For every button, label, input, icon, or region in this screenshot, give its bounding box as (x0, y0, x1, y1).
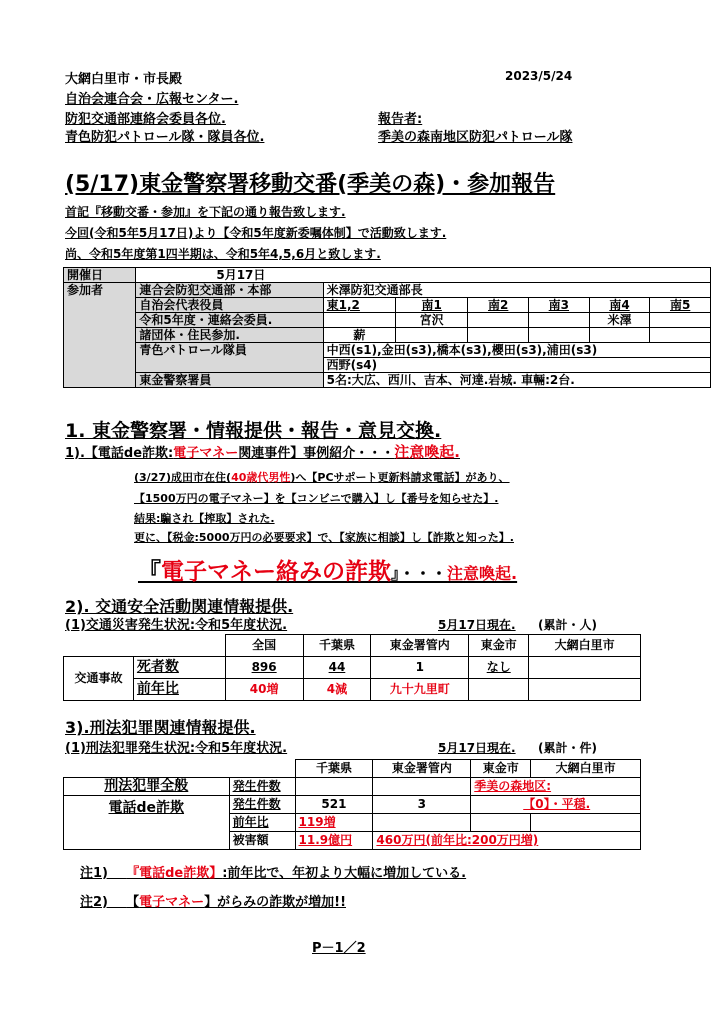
kiminomori-label: 季美の森地区: (471, 778, 641, 796)
banner-close: 』・・・ (391, 564, 448, 583)
area-minami3: 南3 (529, 298, 590, 313)
banner-red: 電子マネー絡みの詐欺 (161, 559, 391, 585)
case-line-3: 結果:騙され【搾取】された. (134, 512, 275, 525)
section3-subheading: (1)刑法犯罪発生状況:令和5年度状況. (65, 741, 288, 756)
area-minami5: 南5 (650, 298, 711, 313)
damage-label: 被害額 (229, 832, 295, 850)
deaths-togane-city: なし (469, 657, 529, 679)
area-higashi: 東1,2 (323, 298, 395, 313)
fraud-label: 電話de詐欺 (64, 796, 230, 850)
note1-text: :前年比で、年初より大幅に増加している. (222, 866, 467, 881)
traffic-category: 交通事故 (64, 657, 134, 701)
fraud-count-chiba: 521 (295, 796, 373, 814)
intro-line-1: 首記『移動交番・参加』を下記の通り報告致します. (65, 205, 346, 219)
date-value: 5月17日 (136, 268, 711, 283)
case-line-2: 【1500万円の電子マネー】を【コンビニで購入】し【番号を知らせた】. (134, 492, 499, 505)
case1-b: )へ【PCサポート更新料請求電話】があり、 (290, 471, 510, 484)
section3-heading: 3).刑法犯罪関連情報提供. (65, 718, 256, 737)
committee-minami4: 米澤 (589, 313, 650, 328)
case1-a: (3/27)成田市在住( (134, 471, 232, 484)
crime-col-togane-city: 東金市 (471, 760, 531, 778)
row-patrol-label: 青色パトロール隊員 (136, 343, 323, 373)
participants-label: 参加者 (64, 283, 136, 388)
damage-station: 460万円(前年比:200万円増) (373, 832, 641, 850)
addressee-patrol: 青色防犯パトロール隊・隊員各位. (65, 130, 265, 145)
event-table (63, 267, 711, 388)
banner-alert: 注意喚起. (447, 564, 518, 583)
fraud-occ-label: 発生件数 (229, 796, 295, 814)
area-minami4: 南4 (589, 298, 650, 313)
addressee-committee: 防犯交通部連絡会委員各位. (65, 112, 226, 127)
col-chiba: 千葉県 (303, 635, 371, 657)
row-hq-label: 連合会防犯交通部・本部 (136, 283, 323, 298)
section1-subheading (65, 441, 460, 462)
crime-col-chiba: 千葉県 (295, 760, 373, 778)
reporter-name: 季美の森南地区防犯パトロール隊 (378, 130, 573, 145)
section2-asof: 5月17日現在. (438, 618, 516, 632)
kiminomori-count: 【0】・平穏. (471, 796, 641, 814)
section2-subheading: (1)交通災害発生状況:令和5年度状況. (65, 618, 288, 633)
yoy-togane-station: 九十九里町 (371, 679, 469, 701)
general-crime-label: 刑法犯罪全般 (64, 778, 230, 796)
case-line-1 (134, 469, 510, 485)
fraud-count-station: 3 (373, 796, 471, 814)
note2-text: 】がらみの詐欺が増加!! (204, 895, 346, 910)
area-minami1: 南1 (396, 298, 468, 313)
addressee-association: 自治会連合会・広報センター. (65, 92, 239, 107)
section3-asof: 5月17日現在. (438, 741, 516, 755)
reporter-label: 報告者: (378, 112, 423, 127)
col-togane-city: 東金市 (469, 635, 529, 657)
date-label: 開催日 (64, 268, 136, 283)
deaths-label: 死者数 (133, 657, 225, 679)
col-togane-station: 東金署管内 (371, 635, 469, 657)
case-line-4: 更に、【税金:5000万円の必要要求】で、【家族に相談】し【詐欺と知った】. (134, 531, 514, 544)
row-committee-label: 令和5年度・連絡会委員. (136, 313, 323, 328)
col-national: 全国 (225, 635, 303, 657)
section2-heading: 2). 交通安全活動関連情報提供. (65, 597, 294, 616)
report-date: 2023/5/24 (505, 69, 573, 83)
row-police-label: 東金警察署員 (136, 373, 323, 388)
sub-red: 電子マネー (173, 446, 239, 461)
crime-col-oamishirasato: 大網白里市 (531, 760, 641, 778)
note2-open: 【 (126, 895, 140, 910)
yoy-label: 前年比 (133, 679, 225, 701)
fraud-yoy-label: 前年比 (229, 814, 295, 832)
note1-label: 注1) (80, 866, 108, 881)
deaths-national: 896 (225, 657, 303, 679)
row-officers-label: 自治会代表役員 (136, 298, 323, 313)
col-oamishirasato: 大網白里市 (529, 635, 641, 657)
committee-minami1: 宮沢 (396, 313, 468, 328)
fraud-yoy-chiba: 119増 (295, 814, 373, 832)
residents-higashi: 薪 (323, 328, 395, 343)
yoy-chiba: 4減 (303, 679, 371, 701)
deaths-chiba: 44 (303, 657, 371, 679)
damage-chiba: 11.9億円 (295, 832, 373, 850)
alert-banner (138, 553, 517, 586)
sub-alert: 注意喚起. (394, 443, 460, 461)
row-police-value: 5名:大広、西川、吉本、河達.岩城. 車輛:2台. (323, 373, 710, 388)
crime-table (63, 759, 641, 850)
page-number: P－1／2 (312, 941, 366, 956)
yoy-national: 40増 (225, 679, 303, 701)
sub-prefix: 1).【電話de詐欺: (65, 446, 174, 461)
traffic-table (63, 634, 641, 701)
area-minami2: 南2 (468, 298, 529, 313)
banner-open: 『 (138, 559, 161, 585)
section1-heading: 1. 東金警察署・情報提供・報告・意見交換. (65, 420, 442, 442)
case1-red: 40歳代男性 (231, 471, 291, 484)
patrol-members-1: 中西(s1),金田(s3),橋本(s3),櫻田(s3),浦田(s3) (323, 343, 710, 358)
note2-label: 注2) (80, 895, 108, 910)
sub-mid: 関連事件】事例紹介・・・ (238, 446, 395, 461)
note-2 (80, 891, 346, 910)
note1-red: 『電話de詐欺】 (126, 866, 223, 881)
intro-line-3: 尚、令和5年度第1四半期は、令和5年4,5,6月と致します. (65, 247, 381, 261)
deaths-togane-station: 1 (371, 657, 469, 679)
row-hq-value: 米澤防犯交通部長 (323, 283, 710, 298)
section3-unit: (累計・件) (538, 741, 597, 755)
patrol-members-2: 西野(s4) (323, 358, 710, 373)
crime-col-togane-station: 東金署管内 (373, 760, 471, 778)
section2-unit: (累計・人) (538, 618, 597, 632)
general-occ-label: 発生件数 (229, 778, 295, 796)
intro-line-2: 今回(令和5年5月17日)より【令和5年度新委嘱体制】で活動致します. (65, 226, 447, 240)
addressee-mayor: 大網白里市・市長殿 (65, 72, 183, 87)
row-residents-label: 諸団体・住民参加. (136, 328, 323, 343)
page-title: (5/17)東金警察署移動交番(季美の森)・参加報告 (65, 172, 556, 197)
note2-red: 電子マネー (139, 895, 205, 910)
note-1 (80, 862, 466, 881)
